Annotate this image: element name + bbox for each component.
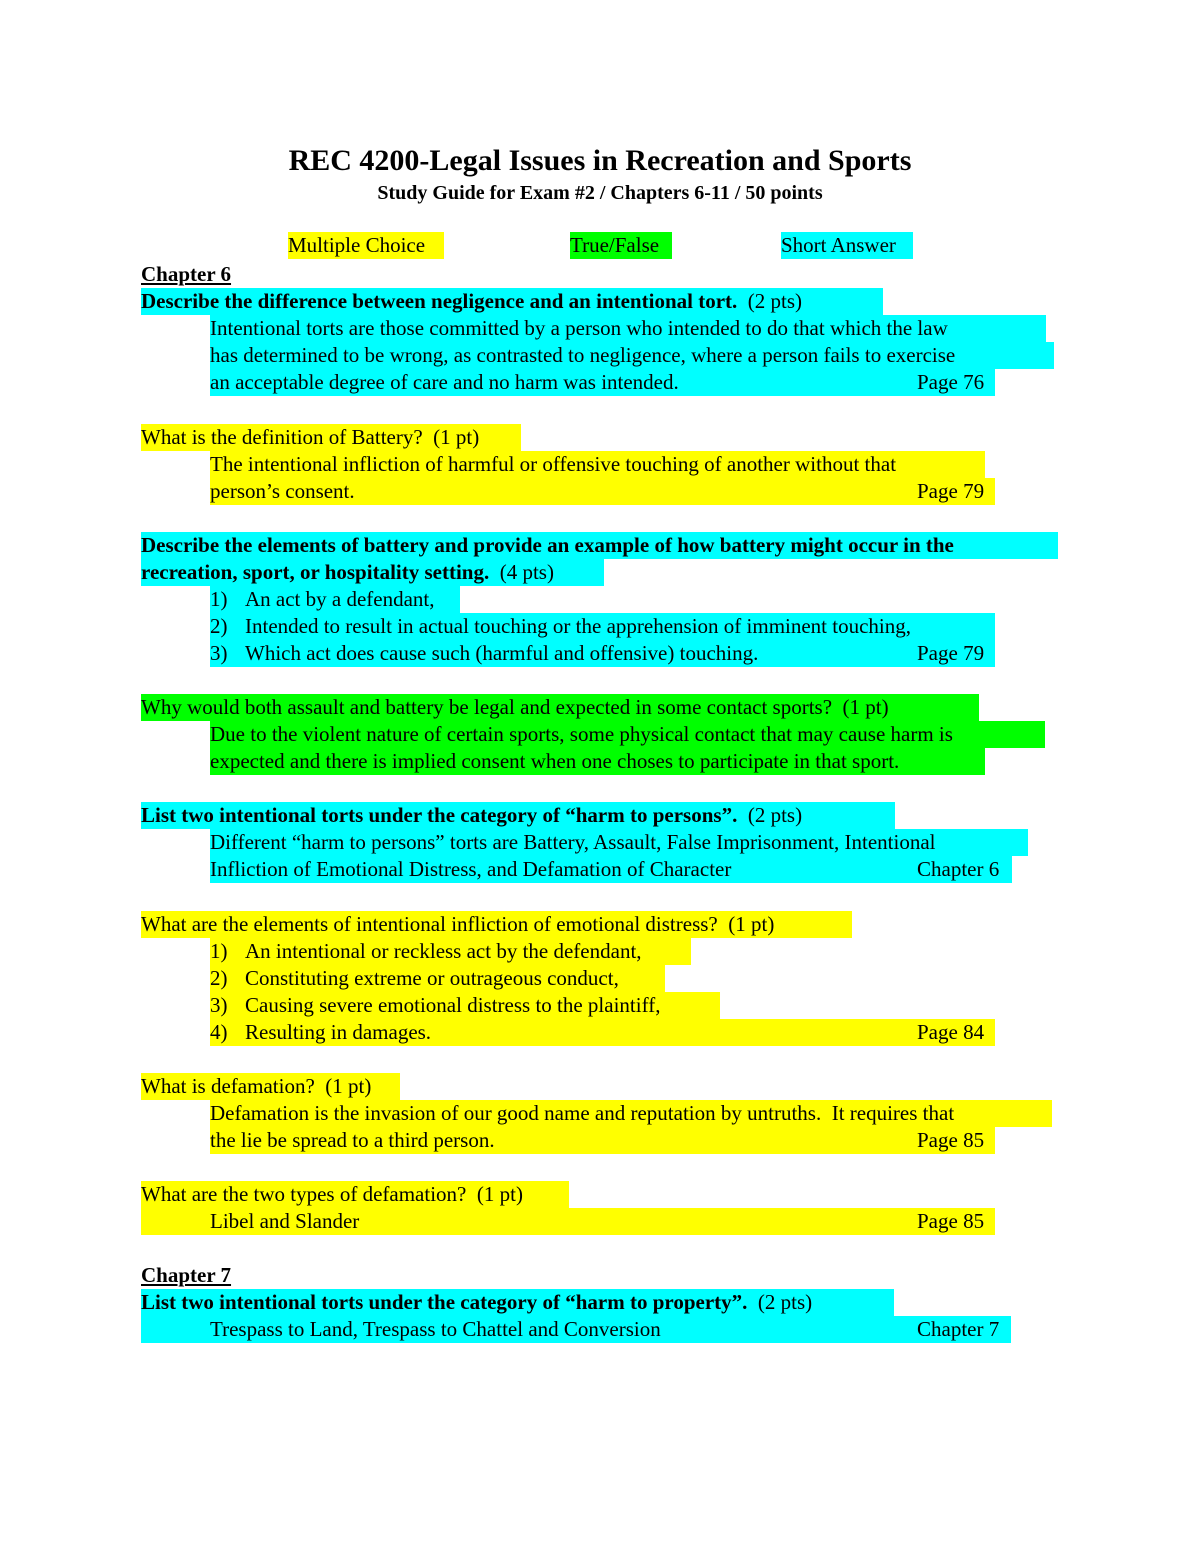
chapter-6-heading: Chapter 6: [141, 262, 232, 286]
legend-true-false: True/False: [570, 232, 672, 259]
page-reference: Page 85: [917, 1209, 985, 1233]
document-subtitle: Study Guide for Exam #2 / Chapters 6-11 / 50 points: [377, 182, 823, 204]
page-reference: Page 79: [917, 641, 985, 665]
question-text: Describe the difference between negligence and an intentional tort.: [141, 289, 738, 313]
list-text: An intentional or reckless act by the defendant,: [245, 938, 691, 965]
page-reference: Page 84: [917, 1020, 985, 1044]
question-points: (2 pts): [757, 1290, 813, 1314]
answer-line: the lie be spread to a third person.: [210, 1127, 995, 1154]
answer-line: expected and there is implied consent when one choses to participate in that sport.: [210, 748, 985, 775]
answer-line: person’s consent.: [210, 478, 995, 505]
question-points: (2 pts): [747, 803, 803, 827]
question-contact-sports: Why would both assault and battery be legal and expected in some contact sports? (1 pt): [141, 694, 979, 721]
page-reference: Page 79: [917, 479, 985, 503]
list-number: 1): [210, 938, 245, 965]
chapter-7-heading: Chapter 7: [141, 1263, 232, 1287]
list-number: 2): [210, 613, 245, 640]
question-points: (4 pts): [499, 560, 554, 584]
list-item: [210, 938, 691, 965]
document-title: REC 4200-Legal Issues in Recreation and Sports: [288, 144, 912, 177]
list-number: 3): [210, 640, 245, 667]
answer-line: Defamation is the invasion of our good name and reputation by untruths. It requires that: [210, 1100, 1052, 1127]
question-battery-definition: What is the definition of Battery? (1 pt): [141, 424, 521, 451]
question-battery-elements-cont: [141, 559, 604, 586]
answer-line: The intentional infliction of harmful or offensive touching of another without that: [210, 451, 985, 478]
question-negligence-vs-intentional: [141, 288, 883, 315]
question-harm-to-property: [141, 1289, 894, 1316]
list-text: Constituting extreme or outrageous conduct,: [245, 965, 665, 992]
page-reference: Page 85: [917, 1128, 985, 1152]
list-item: [210, 586, 460, 613]
list-number: 2): [210, 965, 245, 992]
chapter-reference: Chapter 7: [917, 1317, 1000, 1341]
legend-multiple-choice: Multiple Choice: [288, 232, 444, 259]
question-emotional-distress: What are the elements of intentional infliction of emotional distress? (1 pt): [141, 911, 852, 938]
answer-line: Due to the violent nature of certain sports, some physical contact that may cause harm is: [210, 721, 1045, 748]
question-battery-elements: Describe the elements of battery and provide an example of how battery might occur in the: [141, 532, 1058, 559]
answer-line: Different “harm to persons” torts are Battery, Assault, False Imprisonment, Intentional: [210, 829, 1028, 856]
list-item: [210, 965, 665, 992]
question-points: (2 pts): [747, 289, 803, 313]
list-text: Resulting in damages.: [245, 1019, 995, 1046]
list-number: 3): [210, 992, 245, 1019]
question-defamation: What is defamation? (1 pt): [141, 1073, 400, 1100]
chapter-reference: Chapter 6: [917, 857, 1000, 881]
question-text: recreation, sport, or hospitality setting.: [141, 560, 490, 584]
list-text: Which act does cause such (harmful and offensive) touching.: [245, 640, 995, 667]
answer-line: has determined to be wrong, as contrasted to negligence, where a person fails to exercise: [210, 342, 1054, 369]
answer-text: Libel and Slander: [210, 1209, 360, 1233]
list-number: 4): [210, 1019, 245, 1046]
list-item: [210, 1019, 995, 1046]
list-item: [210, 640, 995, 667]
answer-line: an acceptable degree of care and no harm was intended.: [210, 369, 995, 396]
list-text: Causing severe emotional distress to the plaintiff,: [245, 992, 720, 1019]
list-text: Intended to result in actual touching or the apprehension of imminent touching,: [245, 613, 995, 640]
answer-line: Infliction of Emotional Distress, and Defamation of Character: [210, 856, 1012, 883]
list-item: [210, 992, 720, 1019]
legend-short-answer: Short Answer: [781, 232, 913, 259]
question-text: List two intentional torts under the category of “harm to property”.: [141, 1290, 748, 1314]
question-text: List two intentional torts under the category of “harm to persons”.: [141, 803, 738, 827]
page-reference: Page 76: [917, 370, 985, 394]
answer-line: Intentional torts are those committed by a person who intended to do that which the law: [210, 315, 1046, 342]
list-text: An act by a defendant,: [245, 586, 460, 613]
question-defamation-types: What are the two types of defamation? (1 pt): [141, 1181, 569, 1208]
answer-line: [141, 1208, 995, 1235]
question-harm-to-persons: [141, 802, 895, 829]
list-item: [210, 613, 995, 640]
list-number: 1): [210, 586, 245, 613]
answer-text: Trespass to Land, Trespass to Chattel and Conversion: [210, 1317, 661, 1341]
answer-line: [141, 1316, 1011, 1343]
